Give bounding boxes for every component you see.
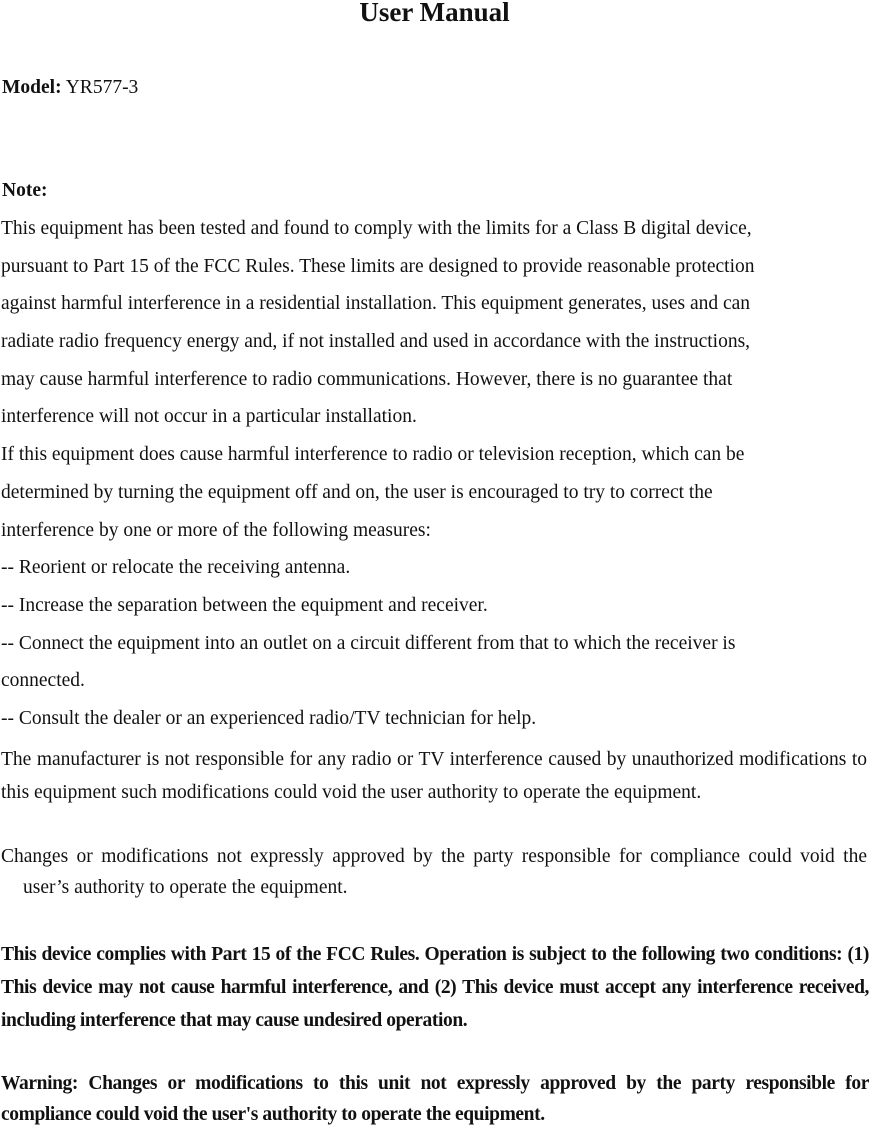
text-line: interference by one or more of the following measures:: [1, 519, 431, 541]
fcc-statement: [1, 210, 861, 738]
measure-item: -- Connect the equipment into an outlet on a circuit different from that to which the receiver is: [1, 632, 736, 654]
model-label: Model:: [2, 77, 62, 98]
note-heading: Note:: [2, 180, 48, 201]
text-line: connected.: [1, 670, 85, 692]
text-line: pursuant to Part 15 of the FCC Rules. These limits are designed to provide reasonable protection: [1, 255, 755, 277]
text-line: interference will not occur in a particular installation.: [1, 406, 417, 428]
manufacturer-paragraph: The manufacturer is not responsible for any radio or TV interference caused by unauthorized modifications to this equipment such modifications could void the user authority to operate the equipment.: [1, 749, 867, 803]
model-line: [2, 74, 138, 102]
text-line: This equipment has been tested and found to comply with the limits for a Class B digital device,: [1, 218, 752, 239]
measure-item: -- Reorient or relocate the receiving antenna.: [1, 557, 351, 579]
measure-item: -- Consult the dealer or an experienced radio/TV technician for help.: [1, 707, 537, 729]
text-line: radiate radio frequency energy and, if not installed and used in accordance with the instructions,: [1, 331, 751, 353]
text-line: If this equipment does cause harmful interference to radio or television reception, which can be: [1, 444, 745, 466]
compliance-paragraph: This device complies with Part 15 of the FCC Rules. Operation is subject to the following two conditions: (1) This device may not cause harmful interference, and (2) This device must accept any interference received, including interference that may cause undesired operation.: [1, 944, 869, 1031]
measure-item: -- Increase the separation between the equipment and receiver.: [1, 594, 488, 616]
text-line: may cause harmful interference to radio communications. However, there is no guarantee that: [1, 368, 733, 390]
page-title: User Manual: [359, 0, 510, 27]
warning-paragraph: Warning: Changes or modifications to this unit not expressly approved by the party responsible for compliance could void the user's authority to operate the equipment.: [1, 1073, 869, 1125]
text-line: determined by turning the equipment off and on, the user is encouraged to try to correct the: [1, 481, 713, 503]
text-line: against harmful interference in a residential installation. This equipment generates, uses and can: [1, 293, 751, 315]
model-value: YR577-3: [61, 77, 139, 98]
changes-paragraph: Changes or modifications not expressly approved by the party responsible for compliance could void the user’s authority to operate the equipment.: [1, 846, 867, 898]
